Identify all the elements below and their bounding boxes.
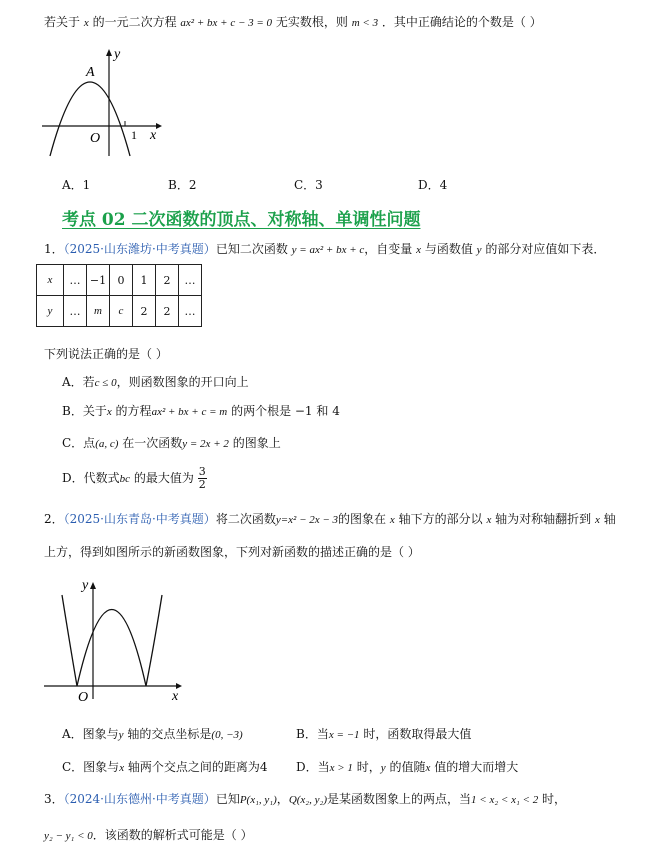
math-var: y <box>380 762 386 774</box>
math-point: (a, c) <box>95 438 119 450</box>
table-cell: c <box>110 296 133 327</box>
folded-arc <box>77 610 146 687</box>
option-text: D．当 <box>296 760 330 774</box>
q2-option-b[interactable] <box>296 725 471 742</box>
label-origin: O <box>90 131 101 146</box>
q3-stem-line-2 <box>44 826 253 843</box>
intro-text: 若关于 <box>44 15 81 29</box>
q1-option-d[interactable] <box>62 466 207 491</box>
math-point: Q(x₂, y₂) <box>288 794 327 806</box>
option-text: 的两个根是 −1 和 4 <box>231 404 340 418</box>
math-var: x <box>106 406 112 418</box>
question-number: 3． <box>44 792 64 806</box>
fraction-denominator: 2 <box>198 478 206 491</box>
table-cell: 0 <box>110 265 133 296</box>
stem-text: 已知二次函数 <box>215 242 288 256</box>
option-text: 的方程 <box>115 404 152 418</box>
option-text: 值的增大而增大 <box>434 760 519 774</box>
math-var: y <box>476 244 482 256</box>
math-function: y=x² − 2x − 3 <box>275 514 339 526</box>
section-title: 考点 02 二次函数的顶点、对称轴、单调性问题 <box>62 210 421 230</box>
table-cell: 1 <box>133 265 156 296</box>
stem-text: 已知 <box>215 792 240 806</box>
intro-text: ．其中正确结论的个数是（ ） <box>381 15 542 29</box>
label-1: 1 <box>131 128 137 142</box>
math-condition: m < 3 <box>351 17 379 29</box>
table-cell: 2 <box>156 265 179 296</box>
option-text: A．若 <box>62 375 95 389</box>
q0-option-a[interactable]: A．1 <box>62 178 91 192</box>
stem-text: 轴 <box>603 512 616 526</box>
stem-text: 的图象在 <box>338 512 387 526</box>
stem-text: 时， <box>542 792 567 806</box>
math-condition: y₂ − y₁ < 0 <box>44 830 93 842</box>
option-text: 的图象上 <box>232 436 281 450</box>
table-cell: −1 <box>87 265 110 296</box>
q1-stem <box>44 240 605 257</box>
table-cell: m <box>87 296 110 327</box>
math-condition: c ≤ 0 <box>94 377 117 389</box>
math-condition: 1 < x₂ < x₁ < 2 <box>471 794 539 806</box>
intro-text: 无实数根，则 <box>275 15 348 29</box>
parabola-graph-1 <box>38 44 168 164</box>
label-y: y <box>82 578 89 593</box>
table-cell: x <box>37 265 64 296</box>
fraction <box>198 466 207 491</box>
math-var: x <box>83 17 89 29</box>
stem-text: 是某函数图象上的两点，当 <box>327 792 472 806</box>
option-text: 的值随 <box>389 760 426 774</box>
q3-stem-line-1 <box>44 790 566 807</box>
question-source: （2024·山东德州·中考真题） <box>63 792 216 806</box>
option-text: 轴的交点坐标是 <box>127 727 212 741</box>
math-equation: ax² + bx + c = m <box>151 406 228 418</box>
q0-option-c[interactable]: C．3 <box>294 178 323 192</box>
math-var: x <box>389 514 395 526</box>
folded-parabola-graph <box>40 575 190 705</box>
option-text: 的最大值为 <box>133 471 194 485</box>
stem-text: 将二次函数 <box>215 512 276 526</box>
math-var: x <box>119 762 125 774</box>
option-text: 轴两个交点之间的距离为4 <box>127 760 268 774</box>
stem-text: ， <box>276 792 289 806</box>
math-var: x <box>486 514 492 526</box>
math-point: P(x₁, y₁) <box>239 794 277 806</box>
left-branch <box>62 595 77 686</box>
label-origin: O <box>78 690 89 705</box>
math-condition: x = −1 <box>328 729 360 741</box>
option-text: 在一次函数 <box>122 436 183 450</box>
label-x: x <box>172 689 179 704</box>
stem-text: ，自变量 <box>364 242 413 256</box>
q2-stem-line-1 <box>44 510 616 527</box>
q2-option-d[interactable] <box>296 758 518 775</box>
stem-text: 与函数值 <box>424 242 473 256</box>
q1-option-c[interactable] <box>62 434 281 451</box>
question-source: （2025·山东青岛·中考真题） <box>63 512 216 526</box>
value-table <box>36 264 202 327</box>
stem-text: 轴为对称轴翻折到 <box>495 512 592 526</box>
table-cell: 2 <box>133 296 156 327</box>
q1-prompt: 下列说法正确的是（ ） <box>44 347 168 361</box>
table-cell: 2 <box>156 296 179 327</box>
q2-option-a[interactable] <box>62 725 243 742</box>
q2-stem-line-2: 上方，得到如图所示的新函数图象，下列对新函数的描述正确的是（ ） <box>44 545 420 559</box>
option-text: C．图象与 <box>62 760 120 774</box>
option-text: ，则函数图象的开口向上 <box>116 375 249 389</box>
label-a: A <box>86 65 95 80</box>
intro-text: 的一元二次方程 <box>92 15 177 29</box>
question-number: 1． <box>44 242 64 256</box>
math-var: x <box>425 762 431 774</box>
option-text: A．图象与 <box>62 727 119 741</box>
stem-text: ．该函数的解析式可能是（ ） <box>92 828 253 842</box>
q0-option-b[interactable]: B．2 <box>168 178 197 192</box>
math-var: x <box>416 244 421 256</box>
label-y: y <box>114 47 121 62</box>
option-text: B．当 <box>296 727 329 741</box>
option-text: 时， <box>356 760 381 774</box>
math-point: (0, −3) <box>211 729 243 741</box>
table-cell: … <box>179 296 202 327</box>
math-expression: bc <box>119 473 131 485</box>
label-x: x <box>150 128 157 143</box>
table-cell: … <box>179 265 202 296</box>
fraction-numerator: 3 <box>198 465 206 478</box>
math-var: x <box>595 514 600 526</box>
y-axis-arrow <box>90 582 96 589</box>
q1-option-b[interactable] <box>62 402 340 419</box>
table-cell: … <box>64 265 87 296</box>
math-function: y = 2x + 2 <box>182 438 229 450</box>
q2-option-c[interactable] <box>62 758 268 775</box>
table-cell: … <box>64 296 87 327</box>
right-branch <box>146 595 162 686</box>
question-source: （2025·山东潍坊·中考真题） <box>63 242 216 256</box>
q1-option-a[interactable] <box>62 373 249 390</box>
stem-text: 轴下方的部分以 <box>398 512 483 526</box>
math-var: y <box>118 729 124 741</box>
math-condition: x > 1 <box>329 762 353 774</box>
question-number: 2． <box>44 512 64 526</box>
intro-line <box>44 13 542 30</box>
x-axis-arrow <box>156 123 162 129</box>
option-text: D．代数式 <box>62 471 120 485</box>
math-function: y = ax² + bx + c <box>291 244 365 256</box>
option-text: B．关于 <box>62 404 107 418</box>
table-row <box>37 265 202 296</box>
y-axis-arrow <box>106 49 112 56</box>
option-text: 时，函数取得最大值 <box>363 727 472 741</box>
table-cell: y <box>37 296 64 327</box>
math-equation: ax² + bx + c − 3 = 0 <box>180 17 273 29</box>
option-text: C．点 <box>62 436 96 450</box>
stem-text: 的部分对应值如下表． <box>485 242 606 256</box>
q0-option-d[interactable]: D．4 <box>418 178 448 192</box>
table-row <box>37 296 202 327</box>
